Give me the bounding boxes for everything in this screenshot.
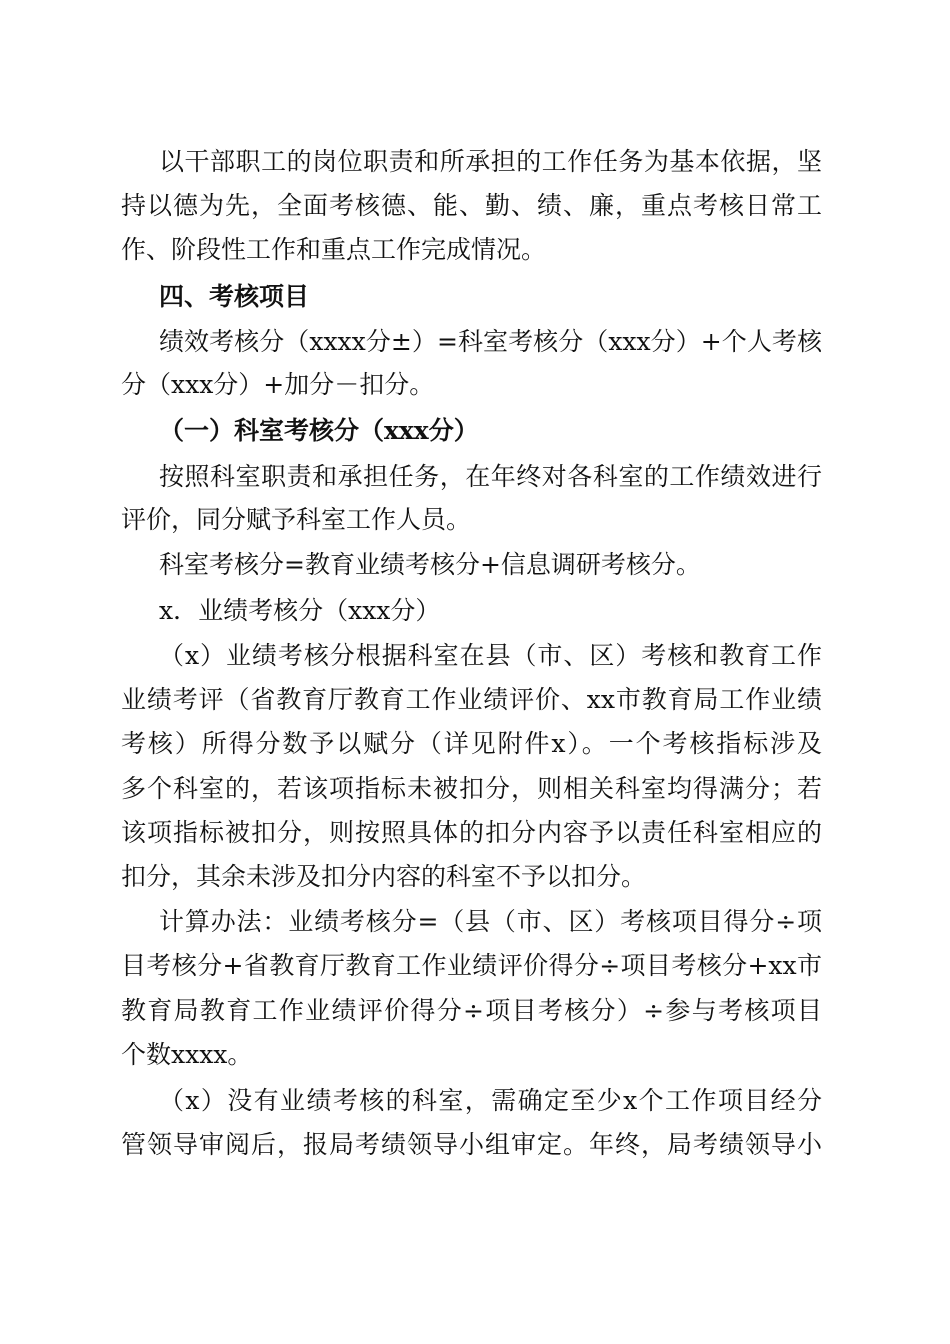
paragraph-line: （x）没有业绩考核的科室，需确定至少x个工作项目经分 <box>159 1086 822 1115</box>
paragraph-line: 分（xxx分）+加分－扣分。 <box>121 370 435 399</box>
paragraph-line: 教育局教育工作业绩评价得分÷项目考核分）÷参与考核项目 <box>121 996 822 1025</box>
paragraph-line: 业绩考评（省教育厅教育工作业绩评价、xx市教育局工作业绩 <box>121 685 822 714</box>
paragraph-line: 个数xxxx。 <box>121 1040 253 1069</box>
paragraph-line: 扣分，其余未涉及扣分内容的科室不予以扣分。 <box>121 862 647 891</box>
paragraph-line: （x）业绩考核分根据科室在县（市、区）考核和教育工作 <box>159 641 822 670</box>
paragraph-line: 持以德为先，全面考核德、能、勤、绩、廉，重点考核日常工 <box>121 191 822 220</box>
subsection-heading: （一）科室考核分（xxx分） <box>159 416 479 445</box>
numbered-heading: x．业绩考核分（xxx分） <box>159 596 441 625</box>
paragraph-line: 以干部职工的岗位职责和所承担的工作任务为基本依据，坚 <box>159 147 822 176</box>
paragraph-line: 目考核分+省教育厅教育工作业绩评价得分÷项目考核分+xx市 <box>121 951 822 980</box>
paragraph-line: 管领导审阅后，报局考绩领导小组审定。年终，局考绩领导小 <box>121 1130 822 1159</box>
paragraph-line: 多个科室的，若该项指标未被扣分，则相关科室均得满分；若 <box>121 774 822 803</box>
paragraph-line: 绩效考核分（xxxx分±）=科室考核分（xxx分）+个人考核 <box>159 327 822 356</box>
paragraph-line: 科室考核分=教育业绩考核分+信息调研考核分。 <box>159 550 701 579</box>
paragraph-line: 评价，同分赋予科室工作人员。 <box>121 505 472 534</box>
paragraph-line: 计算办法：业绩考核分=（县（市、区）考核项目得分÷项 <box>159 907 822 936</box>
paragraph-line: 该项指标被扣分，则按照具体的扣分内容予以责任科室相应的 <box>121 818 822 847</box>
section-heading: 四、考核项目 <box>159 282 310 311</box>
paragraph-line: 作、阶段性工作和重点工作完成情况。 <box>121 235 547 264</box>
paragraph-line: 按照科室职责和承担任务，在年终对各科室的工作绩效进行 <box>159 462 822 491</box>
paragraph-line: 考核）所得分数予以赋分（详见附件x）。一个考核指标涉及 <box>121 729 822 758</box>
